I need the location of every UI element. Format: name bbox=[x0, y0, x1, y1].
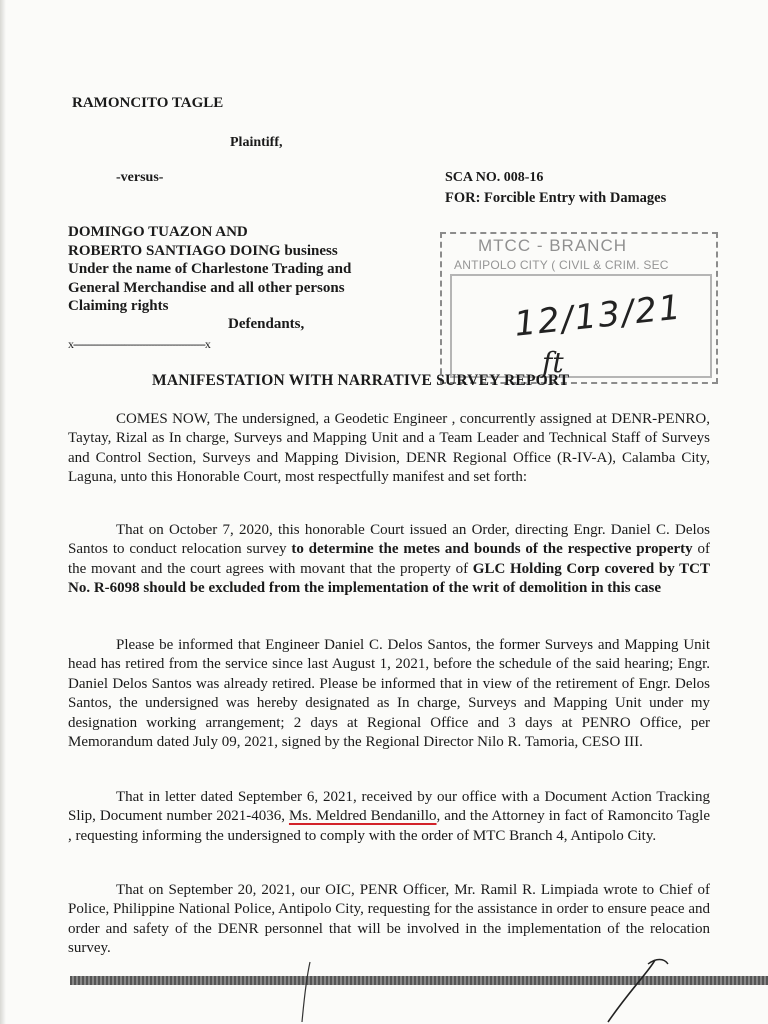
received-stamp bbox=[440, 232, 718, 384]
defendants-role: Defendants, bbox=[228, 316, 305, 332]
stamp-handwritten-date: 12/13/21 bbox=[512, 287, 685, 345]
versus-label: -versus- bbox=[116, 170, 164, 185]
paragraph-text bbox=[68, 788, 710, 846]
paragraph-comes-now bbox=[68, 410, 710, 488]
defendants-line: ROBERTO SANTIAGO DOING business bbox=[68, 242, 338, 259]
paragraph-text-plain: , and the Attorney in fact of Ramoncito Tagle , requesting informing the undersigned to comply with the order of MTC Branch 4, Antipolo City. bbox=[68, 808, 710, 844]
paragraph-text-plain: That on October 7, 2020, this honorable Court issued an Order, directing Engr. Daniel C. Delos Santos to conduct relocation survey bbox=[68, 522, 710, 558]
defendants-block bbox=[68, 223, 428, 316]
paragraph-text-bold: GLC Holding Corp covered by TCT No. R-6098 should be excluded from the implementation of the writ of demolition in this case bbox=[68, 560, 711, 597]
paragraph-police-request bbox=[68, 881, 710, 959]
paragraph-court-order bbox=[68, 521, 710, 599]
paragraph-letter bbox=[68, 788, 710, 846]
paragraph-text-plain: of the movant and the court agrees with movant that the property of bbox=[68, 541, 711, 577]
case-type: FOR: Forcible Entry with Damages bbox=[445, 190, 667, 206]
stamp-initial: ft bbox=[542, 346, 564, 379]
stamp-court-label: MTCC - BRANCH bbox=[478, 236, 627, 255]
paragraph-retirement bbox=[68, 636, 710, 752]
defendants-line: Under the name of Charlestone Trading and bbox=[68, 261, 352, 278]
stamp-court-location: ANTIPOLO CITY ( CIVIL & CRIM. SEC bbox=[454, 258, 669, 272]
defendants-line: DOMINGO TUAZON AND bbox=[68, 224, 248, 240]
highlighted-name: Ms. Meldred Bendanillo bbox=[288, 808, 437, 825]
plaintiff-name: RAMONCITO TAGLE bbox=[72, 95, 224, 111]
caption-separator: x--------------------------------------------x bbox=[68, 337, 210, 351]
paragraph-text bbox=[68, 521, 710, 599]
paragraph-text: Please be informed that Engineer Daniel C. Delos Santos, the former Surveys and Mapping Unit head has retired from the service since last August 1, 2021, before the schedule of the said hearing; Engr. Daniel Delos Santos was already retired. Please be informed that in view of the retirement of Engr. Delos Santos, the undersigned was hereby designated as In charge, Surveys and Mapping Unit under my designation working arrangement; 2 days at Regional Office and 3 days at PENRO Office, per Memorandum dated July 09, 2021, signed by the Regional Director Nilo R. Tamoria, CESO III. bbox=[68, 637, 710, 751]
paragraph-text-bold: to determine the metes and bounds of the respective property bbox=[291, 541, 693, 558]
paragraph-text-plain: That in letter dated September 6, 2021, received by our office with a Document Action Tracking Slip, Document number 2021-4036, bbox=[68, 789, 710, 825]
signature-icon bbox=[560, 950, 680, 1024]
plaintiff-role: Plaintiff, bbox=[230, 135, 283, 150]
case-number: SCA NO. 008-16 bbox=[445, 170, 544, 185]
pen-mark-icon bbox=[296, 960, 320, 1024]
scan-edge-shadow bbox=[0, 0, 6, 1024]
paragraph-text: That on September 20, 2021, our OIC, PENR Officer, Mr. Ramil R. Limpiada wrote to Chief of Police, Philippine National Police, Antipolo City, requesting for the assistance in order to ensure peace and order and safety of the DENR personnel that will be involved in the implementation of the relocation survey. bbox=[68, 882, 710, 957]
document-title: MANIFESTATION WITH NARRATIVE SURVEY REPORT bbox=[152, 372, 570, 389]
defendants-line: General Merchandise and all other persons bbox=[68, 279, 345, 296]
paragraph-text: COMES NOW, The undersigned, a Geodetic Engineer , concurrently assigned at DENR-PENRO, Taytay, Rizal as In charge, Surveys and Mapping Unit and a Team Leader and Technical Staff of Surveys and Control Section, Surveys and Mapping Division, DENR Regional Office (R-IV-A), Calamba City, Laguna, unto this Honorable Court, most respectfully manifest and set forth: bbox=[68, 411, 710, 486]
defendants-line: Claiming rights bbox=[68, 298, 169, 315]
